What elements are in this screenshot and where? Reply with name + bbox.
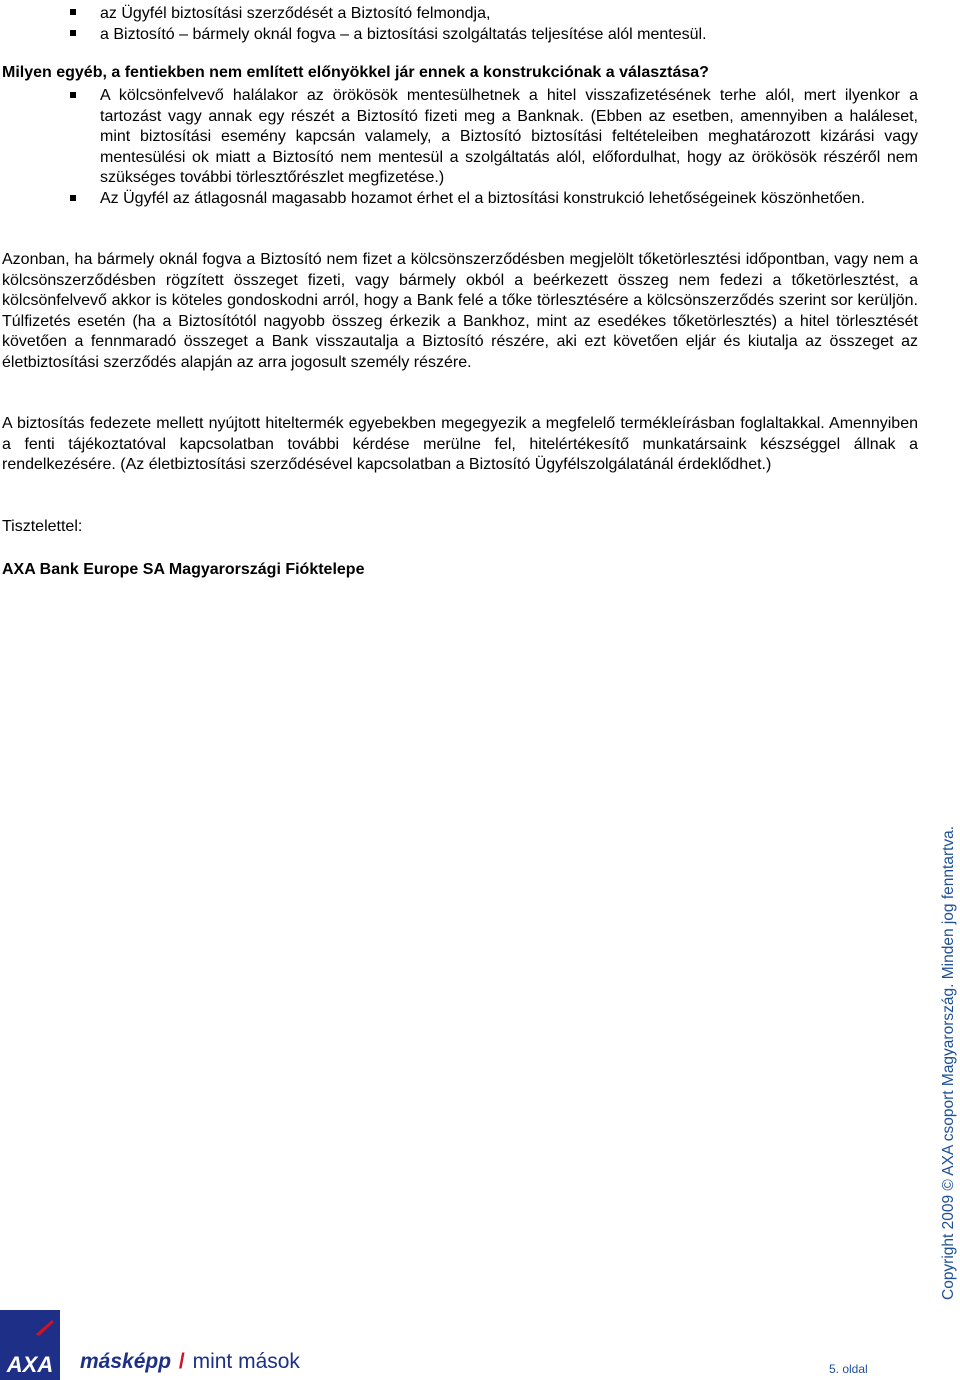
- svg-text:AXA: AXA: [6, 1352, 54, 1377]
- square-bullet-icon: [70, 195, 76, 201]
- paragraph-overpayment: Azonban, ha bármely oknál fogva a Biztosító nem fizet a kölcsönszerződésben megjelölt tőketörlesztési időpontban, vagy nem a kölcsönszerződésben rögzített összeget fizeti, vagy bármely okból a beérkezett összeg nem fedezi a tőketörlesztést, a kölcsönfelvevő akkor is köteles gondoskodni arról, hogy a Bank felé a tőke törlesztésére a kölcsönszerződés szerint sor kerüljön. Túlfizetés esetén (ha a Biztosítótól nagyobb összeg érkezik a Bankhoz, mint az esedékes tőketörlesztés) a hitel törlesztését követően a fennmaradó összeget a Bank visszautalja a Biztosító részére, aki ezt követően eljár és kiutalja az összeget az életbiztosítási szerződés alapján az arra jogosult személy részére.: [2, 251, 918, 371]
- list-item-text: Az Ügyfél az átlagosnál magasabb hozamot érhet el a biztosítási konstrukció lehetőségeinek köszönhetően.: [100, 189, 865, 207]
- page-number: 5. oldal: [829, 1362, 868, 1376]
- list-item: [0, 86, 918, 189]
- list-item-text: az Ügyfél biztosítási szerződését a Biztosító felmondja,: [100, 5, 491, 22]
- slogan-separator: /: [178, 1350, 185, 1373]
- advantages-list: [0, 86, 918, 209]
- copyright-notice: Copyright 2009 © AXA csoport Magyarország. Minden jog fenntartva.: [940, 825, 957, 1300]
- list-item: [0, 24, 918, 45]
- square-bullet-icon: [70, 9, 76, 15]
- paragraph-contact: A biztosítás fedezete mellett nyújtott hiteltermék egyebekben megegyezik a megfelelő termékleírásban foglaltakkal. Amennyiben a fenti tájékoztatóval kapcsolatban további kérdése merülne fel, hitelértékesítő munkatársaink készséggel állnak a rendelkezésére. (Az életbiztosítási szerződésével kapcsolatban a Biztosító Ügyfélszolgálatánál érdeklődhet.): [2, 415, 918, 474]
- closing-salutation: Tisztelettel:: [2, 518, 83, 535]
- list-item: [0, 3, 918, 24]
- slogan-part-2: mint mások: [192, 1350, 300, 1373]
- slogan-part-1: másképp: [80, 1350, 172, 1373]
- square-bullet-icon: [70, 92, 76, 98]
- list-item: [0, 189, 918, 210]
- list-item-text: A kölcsönfelvevő halálakor az örökösök mentesülhetnek a hitel visszafizetésének terhe alól, mert ilyenkor a tartozást vagy annak egy részét a Biztosító fizeti meg a Banknak. (Ebben az esetben, amennyiben a haláleset, mint biztosítási esemény kapcsán valamely, a Biztosító biztosítási feltételeiben meghatározott kizárási vagy mentesülési ok miatt a Biztosító nem mentesül a szolgáltatás alól, előfordulhat, hogy az örökösök részéről nem szükséges további törlesztőrészlet megfizetése.): [100, 87, 918, 186]
- top-bullet-list: [0, 3, 918, 45]
- list-item-text: a Biztosító – bármely oknál fogva – a biztosítási szolgáltatás teljesítése alól mentesül.: [100, 26, 707, 43]
- slogan: [80, 1349, 300, 1375]
- question-heading: Milyen egyéb, a fentiekben nem említett előnyökkel jár ennek a konstrukciónak a választása?: [2, 64, 709, 81]
- signature: AXA Bank Europe SA Magyarországi Fióktelepe: [2, 561, 365, 578]
- square-bullet-icon: [70, 30, 76, 36]
- axa-logo-icon: [0, 1310, 60, 1380]
